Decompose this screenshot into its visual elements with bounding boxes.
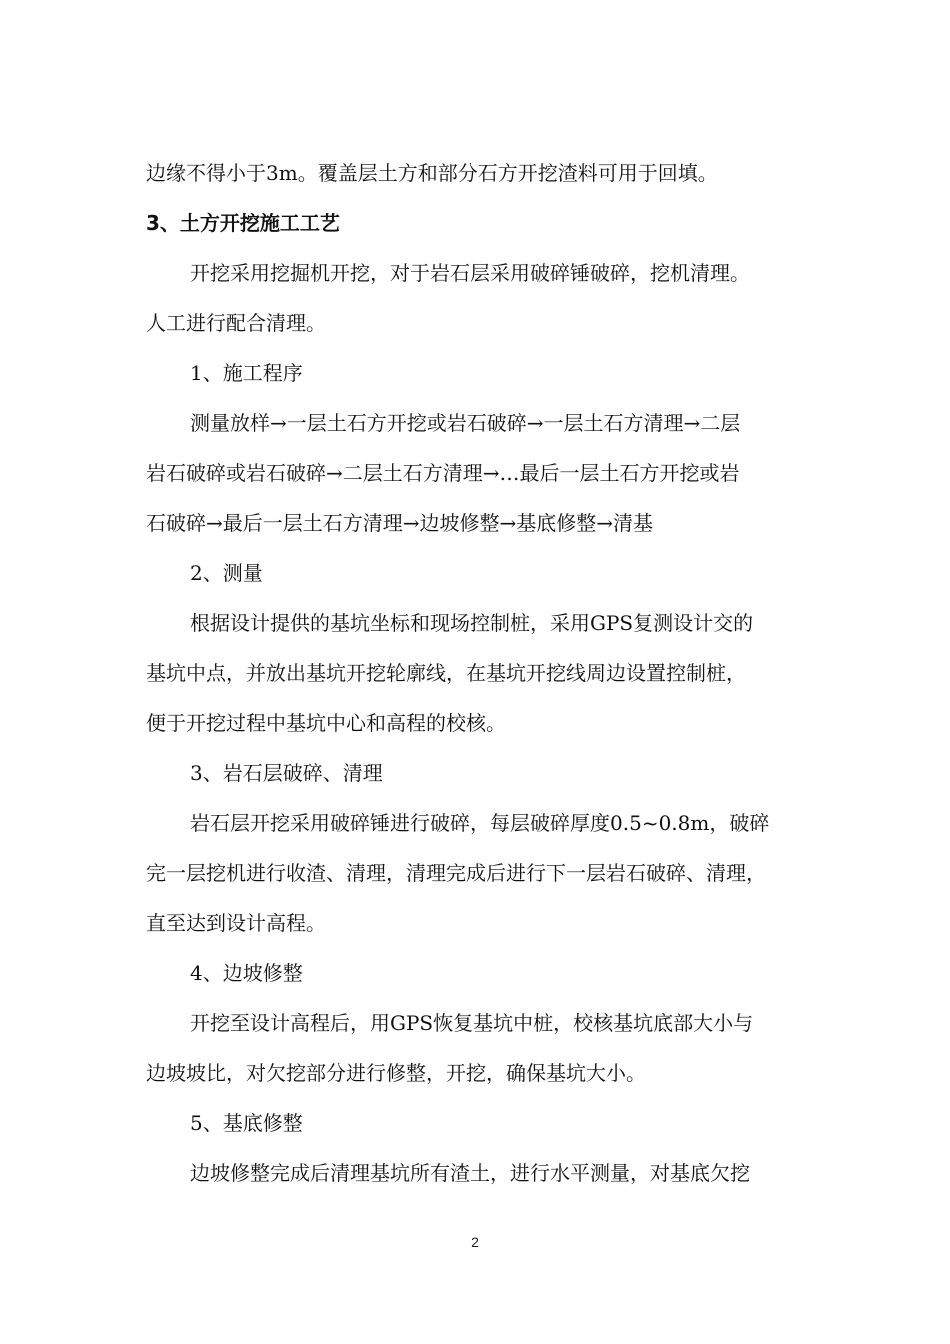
section-heading: 3、土方开挖施工工艺: [146, 211, 340, 235]
subsection-heading: 1、施工程序: [190, 361, 303, 385]
paragraph-line: 完一层挖机进行收渣、清理，清理完成后进行下一层岩石破碎、清理，: [146, 861, 766, 885]
subsection-heading: 2、测量: [190, 561, 263, 585]
paragraph-line: 边缘不得小于3m。覆盖层土方和部分石方开挖渣料可用于回填。: [146, 161, 718, 185]
paragraph-line: 开挖至设计高程后，用GPS恢复基坑中桩，校核基坑底部大小与: [190, 1011, 754, 1035]
subsection-heading: 4、边坡修整: [190, 961, 303, 985]
subsection-heading: 3、岩石层破碎、清理: [190, 761, 383, 785]
subsection-heading: 5、基底修整: [190, 1111, 303, 1135]
paragraph-line: 岩石破碎或岩石破碎→二层土石方清理→…最后一层土石方开挖或岩: [146, 461, 740, 485]
paragraph-line: 边坡坡比，对欠挖部分进行修整，开挖，确保基坑大小。: [146, 1061, 646, 1085]
paragraph-line: 基坑中点，并放出基坑开挖轮廓线，在基坑开挖线周边设置控制桩，: [146, 661, 746, 685]
paragraph-line: 根据设计提供的基坑坐标和现场控制桩，采用GPS复测设计交的: [190, 611, 754, 635]
page-number: 2: [471, 1234, 479, 1250]
paragraph-line: 直至达到设计高程。: [146, 911, 326, 935]
paragraph-line: 人工进行配合清理。: [146, 311, 326, 335]
paragraph-line: 边坡修整完成后清理基坑所有渣土，进行水平测量，对基底欠挖: [190, 1161, 750, 1185]
paragraph-line: 测量放样→一层土石方开挖或岩石破碎→一层土石方清理→二层: [190, 411, 741, 435]
paragraph-line: 岩石层开挖采用破碎锤进行破碎，每层破碎厚度0.5~0.8m，破碎: [190, 811, 770, 835]
paragraph-line: 开挖采用挖掘机开挖，对于岩石层采用破碎锤破碎，挖机清理。: [190, 261, 750, 285]
paragraph-line: 石破碎→最后一层土石方清理→边坡修整→基底修整→清基: [146, 511, 654, 535]
paragraph-line: 便于开挖过程中基坑中心和高程的校核。: [146, 711, 506, 735]
